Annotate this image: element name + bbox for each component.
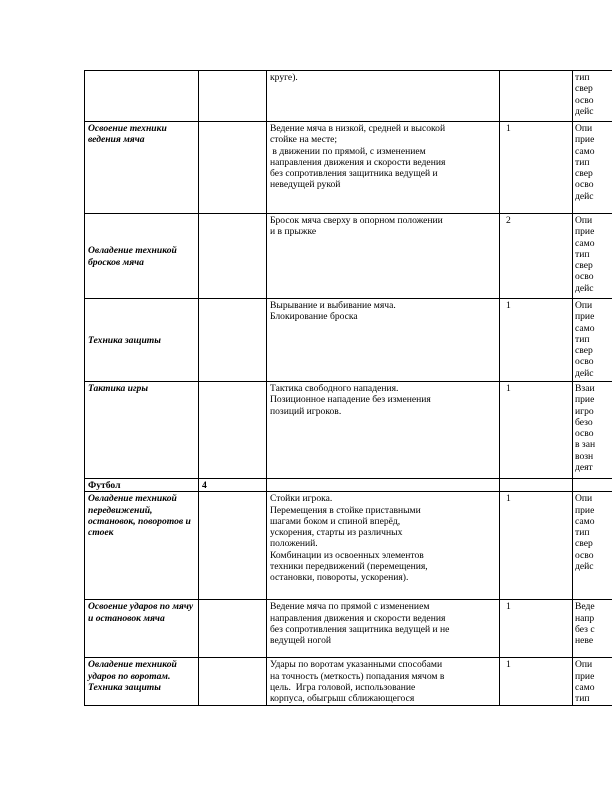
content-cell [267,71,500,122]
table-row [85,214,612,299]
content-cell-line: без сопротивления защитника ведущей и [270,168,438,180]
activity-cell [573,658,612,706]
topic-cell: Освоение ударов по мячу и остановок мяча [85,600,199,658]
topic-cell: Овладение техникой ударов по воротам. Техника защиты [85,658,199,706]
activity-cell-line: прие [575,670,595,682]
activity-cell-line: напр [575,612,595,624]
hours-cell: 2 [500,214,573,299]
section-title: Футбол [85,479,199,492]
activity-cell [573,382,612,479]
activity-cell-line: осво [575,549,594,561]
table-row [85,122,612,214]
content-cell-line: остановки, повороты, ускорения). [270,572,409,584]
activity-cell-line: дейс [575,190,594,202]
activity-cell-line: Опи [575,300,593,311]
table-row [85,382,612,479]
content-cell-line: и в прыжке [270,226,317,238]
activity-cell-line: неве [575,635,594,647]
activity-cell-line: само [575,237,595,249]
activity-cell-line: Опи [575,215,593,226]
activity-cell-line: тип [575,72,590,83]
hours-cell [500,71,573,122]
lesson-plan-table [84,70,612,706]
activity-cell-line: само [575,322,595,334]
content-cell-line: Стойки игрока. [270,493,333,505]
activity-cell-line: свер [575,260,593,272]
empty-cell [199,382,267,479]
content-cell-line: направления движения и скорости ведения [270,156,446,168]
content-cell-line: Ведение мяча по прямой с изменением [270,601,430,613]
activity-cell-line: осво [575,94,594,106]
content-cell-line: положений. [270,538,318,550]
content-cell-line: неведущей рукой [270,179,341,191]
activity-cell-line: прие [575,394,595,406]
activity-cell-line: свер [575,345,593,357]
activity-cell-line: свер [575,83,593,95]
content-cell-line: Позиционное нападение без изменения [270,394,431,406]
content-cell [267,122,500,214]
activity-cell-line: тип [575,248,590,260]
activity-cell-line: Взаи [575,383,595,394]
empty-cell [199,214,267,299]
activity-cell-line: в зан [575,439,596,451]
content-cell-line: без сопротивления защитника ведущей и не [270,623,450,635]
activity-cell-line: Веде [575,601,595,613]
activity-cell-line: прие [575,504,595,516]
content-cell-line: цель. Игра головой, использование [270,681,416,693]
content-cell [267,492,500,600]
content-cell-line: Бросок мяча сверху в опорном положении [270,215,443,226]
topic-cell: Овладение техникой бросков мяча [85,214,199,299]
content-cell-line: Тактика свободного нападения. [270,383,399,394]
content-cell-line: позиций игроков. [270,405,342,417]
content-cell-line: стойке на месте; [270,134,338,146]
content-cell [267,214,500,299]
hours-cell: 1 [500,600,573,658]
activity-cell-line: тип [575,333,590,345]
activity-cell [573,299,612,382]
content-cell-line: Комбинации из освоенных элементов [270,549,424,561]
activity-cell-line: игро [575,405,594,417]
topic-cell: Овладение техникой передвижений, остановок, поворотов и стоек [85,492,199,600]
content-cell-line: Вырывание и выбивание мяча. [270,300,396,311]
activity-cell-line: тип [575,527,590,539]
empty-cell [199,71,267,122]
table-row [85,71,612,122]
table-row [85,600,612,658]
hours-cell: 1 [500,382,573,479]
activity-cell-line: безо [575,416,593,428]
hours-cell: 1 [500,299,573,382]
empty-cell [199,122,267,214]
activity-cell [573,492,612,600]
activity-cell-line: свер [575,538,593,550]
content-cell-line: Удары по воротам указанными способами [270,659,443,671]
topic-cell [85,71,199,122]
activity-cell-line: Опи [575,123,593,134]
activity-cell-line: прие [575,311,595,323]
activity-cell-line: деят [575,462,593,474]
activity-cell-line: осво [575,271,594,283]
activity-cell [573,214,612,299]
activity-cell-line: возн [575,450,594,462]
hours-cell: 1 [500,658,573,706]
activity-cell-line: осво [575,179,594,191]
activity-cell-line: дейс [575,282,594,294]
section-row [85,479,612,492]
activity-cell-line: само [575,515,595,527]
activity-cell-line: само [575,681,595,693]
hours-cell: 1 [500,492,573,600]
activity-cell-line: без с [575,623,595,635]
activity-cell-line: Опи [575,659,593,671]
empty-cell [573,479,612,492]
topic-cell: Освоение техники ведения мяча [85,122,199,214]
content-cell [267,658,500,706]
empty-cell [199,492,267,600]
content-cell-line: корпуса, обыгрыш сближающегося [270,693,415,705]
activity-cell [573,600,612,658]
activity-cell [573,71,612,122]
section-hours: 4 [199,479,267,492]
hours-cell: 1 [500,122,573,214]
activity-cell-line: дейс [575,367,594,379]
empty-cell [199,299,267,382]
content-cell-line: ускорения, старты из различных [270,527,403,539]
content-cell-line: направления движения и скорости ведения [270,612,446,624]
empty-cell [267,479,500,492]
content-cell-line: шагами боком и спиной вперёд, [270,515,401,527]
activity-cell-line: прие [575,134,595,146]
activity-cell-line: свер [575,168,593,180]
content-cell-line: Ведение мяча в низкой, средней и высокой [270,123,446,134]
table-row [85,299,612,382]
topic-cell: Техника защиты [85,299,199,382]
content-cell [267,382,500,479]
table-row [85,492,612,600]
activity-cell-line: осво [575,356,594,368]
activity-cell-line: осво [575,428,594,440]
table-row [85,658,612,706]
empty-cell [199,658,267,706]
activity-cell [573,122,612,214]
content-cell [267,600,500,658]
content-cell-line: круге). [270,72,298,83]
content-cell-line: в движении по прямой, с изменением [270,145,426,157]
content-cell-line: на точность (меткость) попадания мячом в [270,670,445,682]
activity-cell-line: тип [575,156,590,168]
activity-cell-line: дейс [575,105,594,117]
activity-cell-line: Опи [575,493,593,505]
activity-cell-line: само [575,145,595,157]
lesson-plan-body [85,71,612,706]
activity-cell-line: прие [575,226,595,238]
content-cell-line: ведущей ногой [270,635,332,647]
empty-cell [500,479,573,492]
activity-cell-line: тип [575,693,590,705]
content-cell-line: Блокирование броска [270,311,358,323]
empty-cell [199,600,267,658]
content-cell-line: техники передвижений (перемещения, [270,561,428,573]
topic-cell: Тактика игры [85,382,199,479]
activity-cell-line: дейс [575,561,594,573]
content-cell [267,299,500,382]
content-cell-line: Перемещения в стойке приставными [270,504,421,516]
